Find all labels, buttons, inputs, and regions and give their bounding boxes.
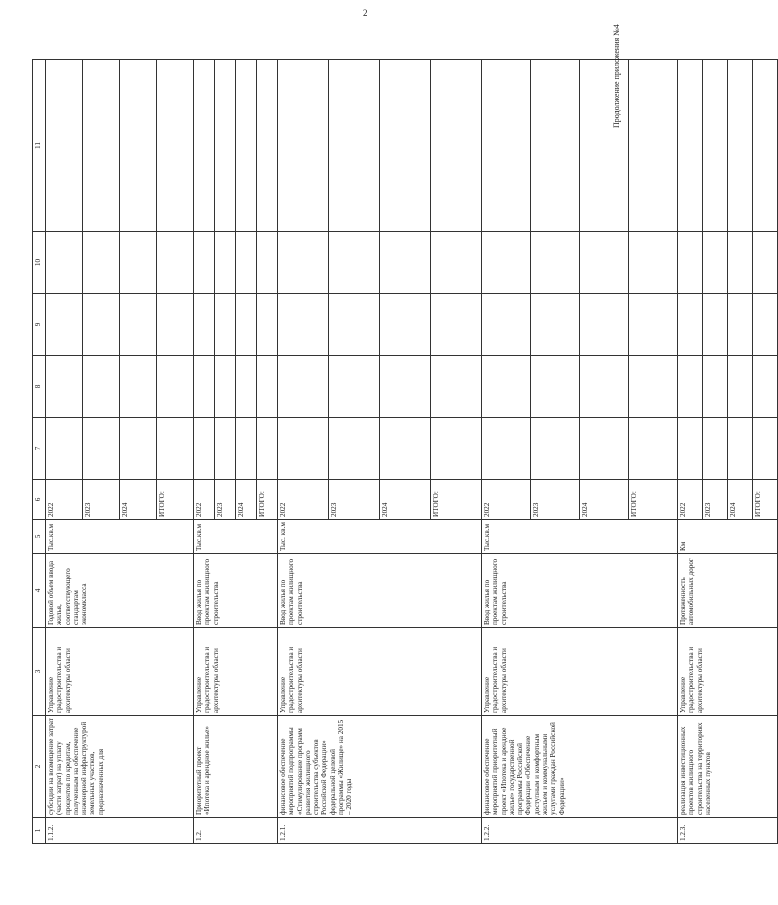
empty-cell bbox=[329, 418, 380, 480]
empty-cell bbox=[194, 356, 215, 418]
row-year: ИТОГО: bbox=[753, 480, 778, 520]
row-year: 2023 bbox=[329, 480, 380, 520]
row-name: финансовое обеспечение мероприятий приоритетный проект «Ипотека и арендное жилье» государственной программы Российской Федерации «Обеспечение доступным и комфортным жильем и коммунальными услугами граждан Российской Федерации» bbox=[482, 716, 678, 818]
empty-cell bbox=[46, 418, 83, 480]
page-number: 2 bbox=[363, 8, 368, 18]
row-year: 2022 bbox=[278, 480, 329, 520]
continuation-label bbox=[612, 0, 716, 128]
row-indicator: Ввод жилья по проектам жилищного строительства bbox=[278, 554, 482, 628]
empty-cell bbox=[194, 294, 215, 356]
column-number: 11 bbox=[33, 60, 46, 232]
empty-cell bbox=[482, 356, 531, 418]
empty-cell bbox=[678, 418, 703, 480]
row-year: ИТОГО: bbox=[257, 480, 278, 520]
empty-cell bbox=[703, 294, 728, 356]
program-table bbox=[32, 59, 778, 844]
empty-cell bbox=[215, 418, 236, 480]
empty-cell bbox=[380, 356, 431, 418]
empty-cell bbox=[431, 60, 482, 232]
empty-cell bbox=[157, 418, 194, 480]
empty-cell bbox=[329, 294, 380, 356]
empty-cell bbox=[728, 294, 753, 356]
row-unit: Км bbox=[678, 520, 778, 554]
empty-cell bbox=[703, 60, 728, 232]
empty-cell bbox=[120, 418, 157, 480]
column-number: 1 bbox=[33, 818, 46, 844]
column-number: 7 bbox=[33, 418, 46, 480]
column-number: 3 bbox=[33, 628, 46, 716]
row-unit: Тыс.кв.м bbox=[46, 520, 194, 554]
column-number: 2 bbox=[33, 716, 46, 818]
row-name: Приоритетный проект «Ипотека и арендное жилье» bbox=[194, 716, 278, 818]
row-code: 1.2.3. bbox=[678, 818, 778, 844]
empty-cell bbox=[236, 294, 257, 356]
empty-cell bbox=[728, 418, 753, 480]
row-unit: Тыс.кв.м bbox=[482, 520, 678, 554]
empty-cell bbox=[157, 60, 194, 232]
empty-cell bbox=[46, 60, 83, 232]
empty-cell bbox=[215, 294, 236, 356]
empty-cell bbox=[329, 232, 380, 294]
row-year: 2023 bbox=[531, 480, 580, 520]
empty-cell bbox=[431, 418, 482, 480]
empty-cell bbox=[278, 356, 329, 418]
empty-cell bbox=[380, 294, 431, 356]
empty-cell bbox=[46, 356, 83, 418]
row-indicator: Ввод жилья по проектам жилищного строительства bbox=[194, 554, 278, 628]
empty-cell bbox=[329, 356, 380, 418]
row-unit: Тыс. кв.м bbox=[278, 520, 482, 554]
empty-cell bbox=[120, 60, 157, 232]
column-number: 4 bbox=[33, 554, 46, 628]
row-year: 2023 bbox=[83, 480, 120, 520]
row-indicator: Ввод жилья по проектам жилищного строительства bbox=[482, 554, 678, 628]
empty-cell bbox=[678, 356, 703, 418]
empty-cell bbox=[278, 294, 329, 356]
row-indicator: Годовой объем ввода жилья, соответствующего стандартам экономкласса bbox=[46, 554, 194, 628]
empty-cell bbox=[629, 418, 678, 480]
empty-cell bbox=[580, 356, 629, 418]
row-year: 2024 bbox=[728, 480, 753, 520]
row-executor: Управление градостроительства и архитектуры области bbox=[678, 628, 778, 716]
row-code: 1.2. bbox=[194, 818, 278, 844]
column-number: 8 bbox=[33, 356, 46, 418]
row-code: 1.2.1. bbox=[278, 818, 482, 844]
column-number-row bbox=[33, 60, 46, 844]
row-executor: Управление градостроительства и архитектуры области bbox=[482, 628, 678, 716]
row-code: 1.1.2. bbox=[46, 818, 194, 844]
empty-cell bbox=[753, 356, 778, 418]
empty-cell bbox=[215, 60, 236, 232]
table-body bbox=[46, 60, 778, 844]
column-number: 6 bbox=[33, 480, 46, 520]
empty-cell bbox=[580, 418, 629, 480]
continuation-text: Продолжение приложения №4 bbox=[612, 24, 621, 128]
empty-cell bbox=[120, 356, 157, 418]
empty-cell bbox=[120, 294, 157, 356]
column-number: 10 bbox=[33, 232, 46, 294]
table-row bbox=[46, 60, 83, 844]
empty-cell bbox=[83, 294, 120, 356]
rotated-table-sheet bbox=[32, 60, 762, 844]
empty-cell bbox=[482, 294, 531, 356]
empty-cell bbox=[194, 232, 215, 294]
row-executor: Управление градостроительства и архитектуры области bbox=[46, 628, 194, 716]
empty-cell bbox=[531, 418, 580, 480]
empty-cell bbox=[278, 60, 329, 232]
table-row bbox=[678, 60, 703, 844]
row-name: финансовое обеспечение мероприятий подпрограммы «Стимулирование программ развития жилищного строительства субъектов Российской Федерации» федеральной целевой программы «Жилище» на 2015 – 2020 годы bbox=[278, 716, 482, 818]
empty-cell bbox=[236, 232, 257, 294]
empty-cell bbox=[257, 418, 278, 480]
row-name: субсидии на возмещение затрат (части затрат) на уплату процентов по кредитам, полученным на обеспечение инженерной инфраструктурой земельных участков, предназначенных для bbox=[46, 716, 194, 818]
empty-cell bbox=[678, 232, 703, 294]
empty-cell bbox=[157, 232, 194, 294]
empty-cell bbox=[531, 60, 580, 232]
row-year: 2022 bbox=[482, 480, 531, 520]
empty-cell bbox=[120, 232, 157, 294]
empty-cell bbox=[194, 418, 215, 480]
column-number: 9 bbox=[33, 294, 46, 356]
empty-cell bbox=[157, 294, 194, 356]
row-year: 2024 bbox=[236, 480, 257, 520]
empty-cell bbox=[380, 232, 431, 294]
empty-cell bbox=[380, 60, 431, 232]
empty-cell bbox=[236, 356, 257, 418]
empty-cell bbox=[753, 232, 778, 294]
empty-cell bbox=[753, 294, 778, 356]
empty-cell bbox=[215, 232, 236, 294]
empty-cell bbox=[83, 418, 120, 480]
empty-cell bbox=[531, 294, 580, 356]
empty-cell bbox=[278, 232, 329, 294]
empty-cell bbox=[678, 294, 703, 356]
row-year: 2023 bbox=[215, 480, 236, 520]
empty-cell bbox=[629, 294, 678, 356]
empty-cell bbox=[482, 232, 531, 294]
empty-cell bbox=[580, 294, 629, 356]
row-executor: Управление градостроительства и архитектуры области bbox=[194, 628, 278, 716]
empty-cell bbox=[329, 60, 380, 232]
empty-cell bbox=[678, 60, 703, 232]
empty-cell bbox=[580, 232, 629, 294]
empty-cell bbox=[431, 294, 482, 356]
empty-cell bbox=[278, 418, 329, 480]
row-year: ИТОГО: bbox=[157, 480, 194, 520]
empty-cell bbox=[753, 418, 778, 480]
empty-cell bbox=[728, 232, 753, 294]
empty-cell bbox=[431, 232, 482, 294]
row-name: реализация инвестиционных проектов жилищного строительства на территориях населенных пунктов bbox=[678, 716, 778, 818]
empty-cell bbox=[629, 60, 678, 232]
empty-cell bbox=[531, 356, 580, 418]
row-code: 1.2.2. bbox=[482, 818, 678, 844]
row-year: 2022 bbox=[46, 480, 83, 520]
row-executor: Управление градостроительства и архитектуры области bbox=[278, 628, 482, 716]
empty-cell bbox=[629, 232, 678, 294]
empty-cell bbox=[257, 356, 278, 418]
column-number: 5 bbox=[33, 520, 46, 554]
empty-cell bbox=[753, 60, 778, 232]
row-year: 2022 bbox=[194, 480, 215, 520]
empty-cell bbox=[157, 356, 194, 418]
row-year: ИТОГО: bbox=[629, 480, 678, 520]
row-unit: Тыс.кв.м bbox=[194, 520, 278, 554]
empty-cell bbox=[46, 294, 83, 356]
row-year: 2023 bbox=[703, 480, 728, 520]
row-year: 2024 bbox=[380, 480, 431, 520]
empty-cell bbox=[83, 232, 120, 294]
empty-cell bbox=[257, 60, 278, 232]
empty-cell bbox=[236, 60, 257, 232]
empty-cell bbox=[257, 294, 278, 356]
row-year: 2024 bbox=[120, 480, 157, 520]
empty-cell bbox=[380, 418, 431, 480]
empty-cell bbox=[257, 232, 278, 294]
empty-cell bbox=[580, 60, 629, 232]
empty-cell bbox=[83, 60, 120, 232]
empty-cell bbox=[703, 232, 728, 294]
empty-cell bbox=[431, 356, 482, 418]
empty-cell bbox=[482, 418, 531, 480]
empty-cell bbox=[46, 232, 83, 294]
row-year: ИТОГО: bbox=[431, 480, 482, 520]
empty-cell bbox=[703, 356, 728, 418]
empty-cell bbox=[194, 60, 215, 232]
table-row bbox=[194, 60, 215, 844]
empty-cell bbox=[215, 356, 236, 418]
empty-cell bbox=[629, 356, 678, 418]
row-year: 2022 bbox=[678, 480, 703, 520]
table-row bbox=[482, 60, 531, 844]
row-year: 2024 bbox=[580, 480, 629, 520]
row-indicator: Протяженность автомобильных дорог bbox=[678, 554, 778, 628]
empty-cell bbox=[703, 418, 728, 480]
empty-cell bbox=[236, 418, 257, 480]
table-row bbox=[278, 60, 329, 844]
empty-cell bbox=[83, 356, 120, 418]
empty-cell bbox=[728, 356, 753, 418]
empty-cell bbox=[482, 60, 531, 232]
empty-cell bbox=[728, 60, 753, 232]
empty-cell bbox=[531, 232, 580, 294]
